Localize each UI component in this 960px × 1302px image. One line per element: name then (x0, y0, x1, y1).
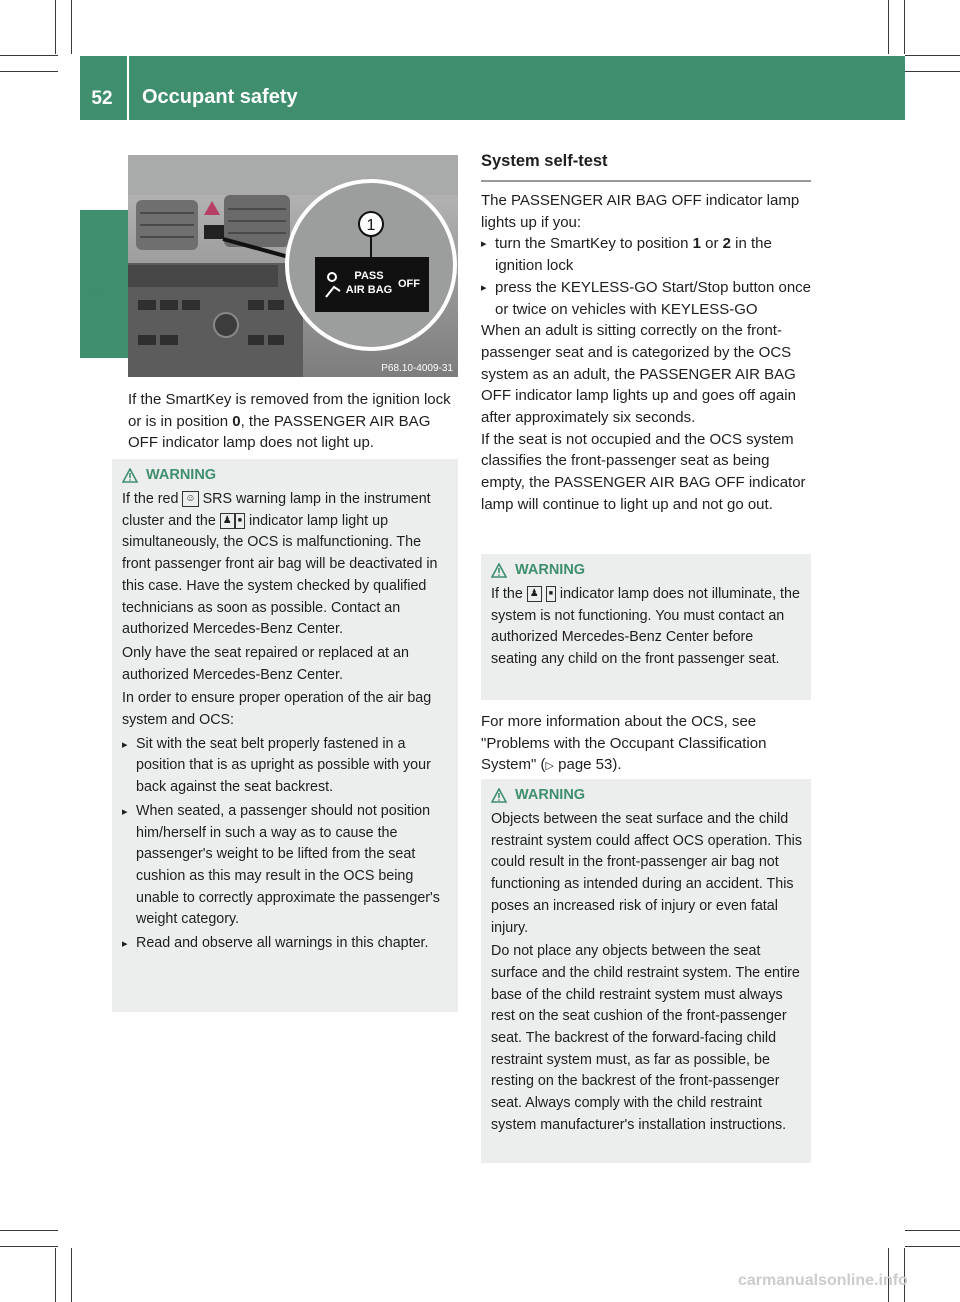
warning-triangle-icon (122, 468, 138, 483)
right-paragraph (481, 190, 813, 516)
child-seat-icon: ♟ (527, 586, 542, 602)
warning-title (491, 562, 811, 578)
warning-box (481, 554, 811, 700)
lamp-line-1: PASS (354, 270, 384, 282)
page-arrow-icon: ▷ (545, 760, 554, 773)
bullet-list (481, 233, 813, 320)
srs-airbag-icon: ☺ (182, 491, 198, 507)
warning-body (491, 809, 803, 1137)
position-1: 1 (692, 235, 701, 253)
warning-box (112, 459, 458, 1012)
intro-paragraph (128, 389, 460, 454)
warning-text: SRS warning lamp in the instrument cluster and the (122, 491, 431, 529)
list-item: ▸ When seated, a passenger should not position him/herself in such a way as to cause the passenger's weight to be lifted from the seat cushion as this may result in the OCS being unable to correctly approximate the passenger's weight category. (122, 801, 450, 931)
intro-text-b: , the PASSENGER AIR BAG OFF indicator lamp does not light up. (128, 412, 431, 452)
crop-mark (0, 55, 58, 56)
warning-title-text: WARNING (515, 562, 586, 578)
warning-text: If the (491, 586, 527, 602)
intro-position: 0 (232, 412, 241, 430)
warning-text: If the red (122, 491, 183, 507)
crop-mark (71, 1248, 72, 1302)
pass-airbag-off-icon: ■ (235, 513, 245, 529)
warning-title (491, 787, 811, 803)
list-item: ▸ Read and observe all warnings in this chapter. (122, 933, 450, 955)
heading-rule (481, 180, 811, 182)
dashboard-photo (128, 155, 458, 377)
warning-title-text: WARNING (146, 467, 217, 483)
page-link[interactable]: page 53). (553, 756, 622, 774)
list-item: ▸ Sit with the seat belt properly fastened in a position that is as upright as possible with your back against the seat backrest. (122, 734, 450, 799)
position-2: 2 (722, 235, 731, 253)
chapter-label: Safety (84, 275, 109, 342)
crop-mark (888, 0, 889, 54)
warning-paragraph: Do not place any objects between the seat surface and the child restraint system. The entire base of the child restraint system must always rest on the seat cushion of the front-passenger seat. The backrest of the forward-facing child restraint system must, as far as possible, be resting on the backrest of the front-passenger seat. Always comply with the child restraint system manufacturer's installation instructions. (491, 943, 800, 1133)
warning-bullet-list (122, 734, 450, 955)
list-text: in the ignition lock (495, 235, 772, 275)
crop-mark (0, 1246, 58, 1247)
crop-mark (904, 0, 905, 54)
list-item: ▸ press the KEYLESS-GO Start/Stop button once or twice on vehicles with KEYLESS-GO (481, 277, 813, 320)
figure-code: P68.10-4009-31 (381, 363, 453, 374)
warning-box (481, 779, 811, 1163)
list-item (481, 233, 813, 276)
list-text: turn the SmartKey to position (495, 235, 693, 253)
paragraph-text: For more information about the OCS, see "Problems with the Occupant Classification System" ( (481, 713, 767, 774)
warning-title-text: WARNING (515, 787, 586, 803)
page-title: Occupant safety (142, 86, 298, 108)
paragraph-text: When an adult is sitting correctly on the front-passenger seat and is categorized by the OCS system as an adult, the PASSENGER AIR BAG OFF indicator lamp lights up and goes off again after approximately six seconds. (481, 322, 796, 427)
crop-mark (0, 71, 58, 72)
crop-mark (71, 0, 72, 54)
crop-mark (905, 1230, 960, 1231)
footer-watermark[interactable]: carmanualsonline.info (738, 1272, 908, 1289)
paragraph-text: The PASSENGER AIR BAG OFF indicator lamp lights up if you: (481, 192, 800, 231)
warning-paragraph (122, 489, 450, 641)
warning-text: indicator lamp light up simultaneously, the OCS is malfunctioning. The front passenger front air bag will be deactivated in this case. Have the system checked by qualified technicians as soon as possible. Contact an authorized Mercedes-Benz Center. (122, 512, 438, 638)
lamp-off: OFF (398, 278, 420, 290)
intro-text-a: If the SmartKey is removed from the ignition lock or is in position (128, 391, 451, 430)
crop-mark (905, 55, 960, 56)
warning-triangle-icon (491, 788, 507, 803)
warning-paragraph: In order to ensure proper operation of the air bag system and OCS: (122, 690, 432, 729)
child-seat-icon: ♟ (220, 513, 235, 529)
lamp-line-2: AIR BAG (345, 284, 393, 296)
crop-mark (905, 1246, 960, 1247)
warning-text: indicator lamp does not illuminate, the system is not functioning. You must contact an authorized Mercedes-Benz Center before seating any child on the front passenger seat. (491, 586, 800, 668)
header-divider (127, 56, 129, 120)
pass-airbag-off-icon: ■ (546, 586, 556, 602)
page-number: 52 (91, 88, 113, 109)
warning-triangle-icon (491, 563, 507, 578)
list-text: or (700, 235, 723, 253)
crop-mark (905, 71, 960, 72)
crop-mark (0, 1230, 58, 1231)
section-heading: System self-test (481, 152, 608, 170)
warning-paragraph: Objects between the seat surface and the child restraint system could affect OCS operation. This could result in the front-passenger air bag not functioning as intended during an accident. This poses an increased risk of injury or even fatal injury. (491, 811, 802, 936)
crop-mark (55, 0, 56, 54)
crop-mark (55, 1248, 56, 1302)
warning-paragraph: Only have the seat repaired or replaced at an authorized Mercedes-Benz Center. (122, 644, 409, 683)
warning-body (491, 584, 803, 671)
ocs-reference-paragraph (481, 711, 813, 778)
warning-body (122, 489, 450, 955)
warning-title (122, 467, 458, 483)
paragraph-text: If the seat is not occupied and the OCS system classifies the front-passenger seat as being empty, the PASSENGER AIR BAG OFF indicator lamp will continue to light up and not go out. (481, 430, 806, 513)
callout-number: 1 (366, 217, 376, 234)
